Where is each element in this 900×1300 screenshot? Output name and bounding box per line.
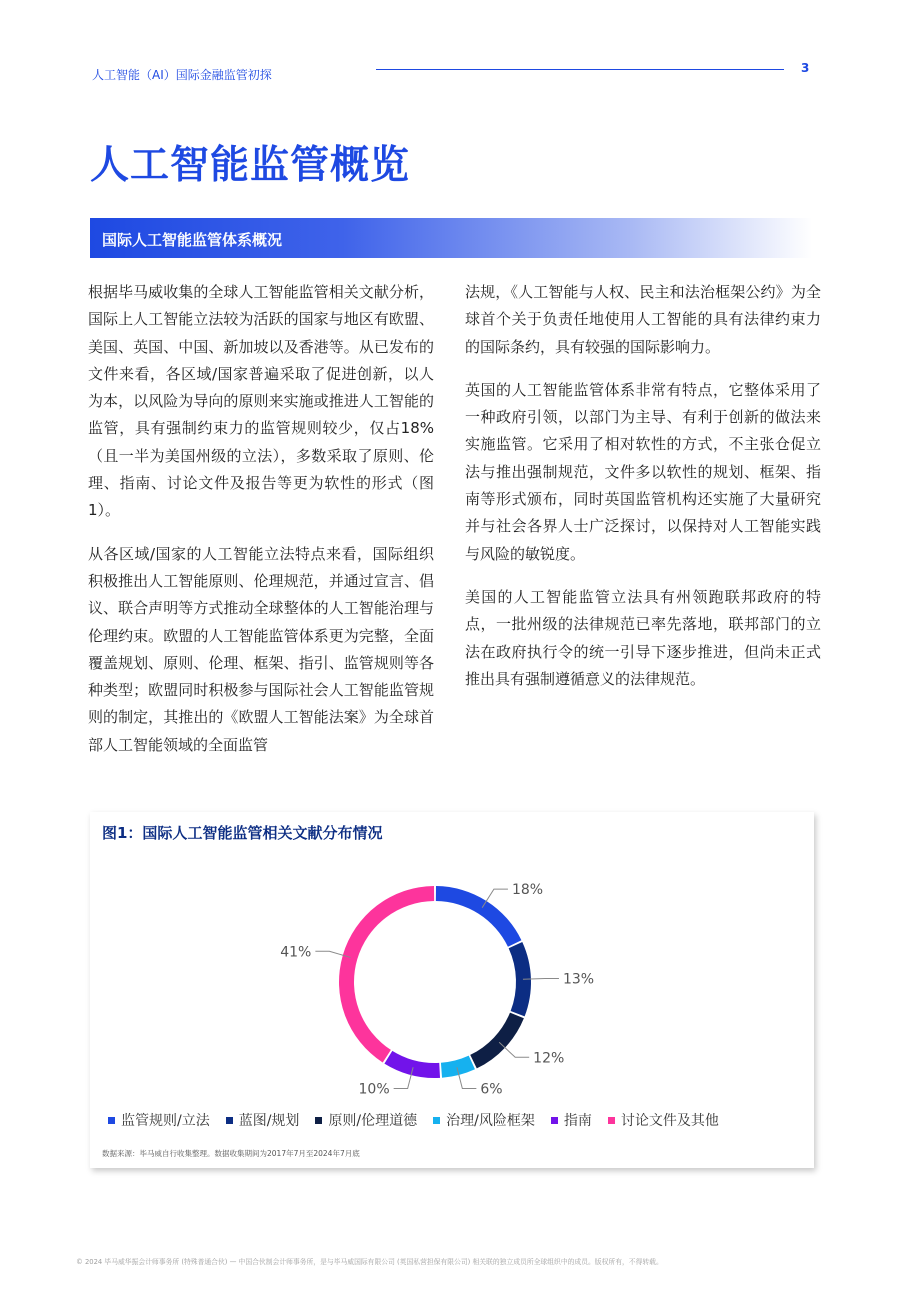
legend-label: 监管规则/立法: [121, 1113, 210, 1129]
donut-slice: [339, 886, 434, 1063]
legend-label: 治理/风险框架: [446, 1113, 535, 1129]
page-number: 3: [801, 61, 810, 75]
donut-slice: [441, 1056, 475, 1078]
header-divider: [376, 69, 784, 70]
legend-label: 指南: [563, 1113, 592, 1129]
legend-label: 讨论文件及其他: [620, 1113, 719, 1129]
donut-slice: [384, 1051, 440, 1078]
legend-item: [433, 1110, 535, 1130]
legend-swatch: [608, 1117, 615, 1124]
paragraph: 从各区域/国家的人工智能立法特点来看，国际组织积极推出人工智能原则、伦理规范，并通过宣言、倡议、联合声明等方式推动全球整体的人工智能治理与伦理约束。欧盟的人工智能监管体系更为完整，全面覆盖规划、原则、伦理、框架、指引、监管规则等各种类型；欧盟同时积极参与国际社会人工智能监管规则的制定，其推出的《欧盟人工智能法案》为全球首部人工智能领域的全面监管: [88, 544, 434, 754]
data-label: 10%: [358, 1081, 390, 1098]
data-label: 12%: [533, 1050, 565, 1067]
legend-item: [551, 1110, 592, 1130]
leader-line: [523, 979, 559, 980]
figure-title: 图1：国际人工智能监管相关文献分布情况: [102, 824, 383, 842]
legend-item: [608, 1110, 719, 1130]
legend-swatch: [433, 1117, 440, 1124]
paragraph: 美国的人工智能监管立法具有州领跑联邦政府的特点，一批州级的法律规范已率先落地，联邦部门的立法在政府执行令的统一引导下逐步推进，但尚未正式推出具有强制遵循意义的法律规范。: [465, 587, 821, 688]
donut-chart: [260, 870, 620, 1110]
data-label: 18%: [511, 882, 544, 899]
left-text-column: [88, 279, 434, 775]
legend-swatch: [315, 1117, 322, 1124]
source-note: 数据来源：毕马威自行收集整理。数据收集期间为2017年7月至2024年7月底: [102, 1149, 360, 1158]
legend-item: [226, 1110, 300, 1130]
legend-swatch: [108, 1117, 115, 1124]
paragraph: 根据毕马威收集的全球人工智能监管相关文献分析，国际上人工智能立法较为活跃的国家与地区有欧盟、美国、英国、中国、新加坡以及香港等。从已发布的文件来看，各区域/国家普遍采取了促进创新，以人为本，以风险为导向的原则来实施或推进人工智能的监管，具有强制约束力的监管规则较少，仅占18%（且一半为美国州级的立法），多数采取了原则、伦理、指南、讨论文件及报告等更为软性的形式（图1）。: [88, 283, 434, 520]
legend-item: [108, 1110, 210, 1130]
legend-swatch: [226, 1117, 233, 1124]
right-text-column: [465, 279, 821, 709]
copyright-footer: © 2024 毕马威华振会计师事务所 (特殊普通合伙) — 中国合伙制会计师事务所，是与毕马威国际有限公司 (英国私营担保有限公司) 相关联的独立成员所全球组织中的成员。版权所有，不得转载。: [76, 1258, 663, 1266]
section-banner: [90, 218, 812, 258]
data-label: 13%: [562, 971, 595, 988]
legend-label: 蓝图/规划: [238, 1113, 300, 1129]
donut-slice: [436, 886, 522, 947]
section-title: 国际人工智能监管体系概况: [102, 231, 283, 249]
legend-swatch: [551, 1117, 558, 1124]
legend-item: [315, 1110, 417, 1130]
chart-legend: [108, 1110, 808, 1130]
running-header-title: 人工智能（AI）国际金融监管初探: [92, 68, 272, 82]
donut-slice: [470, 1013, 524, 1069]
legend-label: 原则/伦理道德: [328, 1113, 418, 1129]
data-label: 6%: [480, 1081, 503, 1098]
page-title: 人工智能监管概览: [90, 143, 411, 188]
paragraph: 法规，《人工智能与人权、民主和法治框架公约》为全球首个关于负责任地使用人工智能的具有法律约束力的国际条约，具有较强的国际影响力。: [465, 283, 821, 356]
paragraph: 英国的人工智能监管体系非常有特点，它整体采用了一种政府引领，以部门为主导、有利于创新的做法来实施监管。它采用了相对软性的方式，不主张仓促立法与推出强制规范，文件多以软性的规划、框架、指南等形式颁布，同时英国监管机构还实施了大量研究并与社会各界人士广泛探讨，以保持对人工智能实践与风险的敏锐度。: [465, 380, 821, 563]
data-label: 41%: [280, 944, 312, 961]
